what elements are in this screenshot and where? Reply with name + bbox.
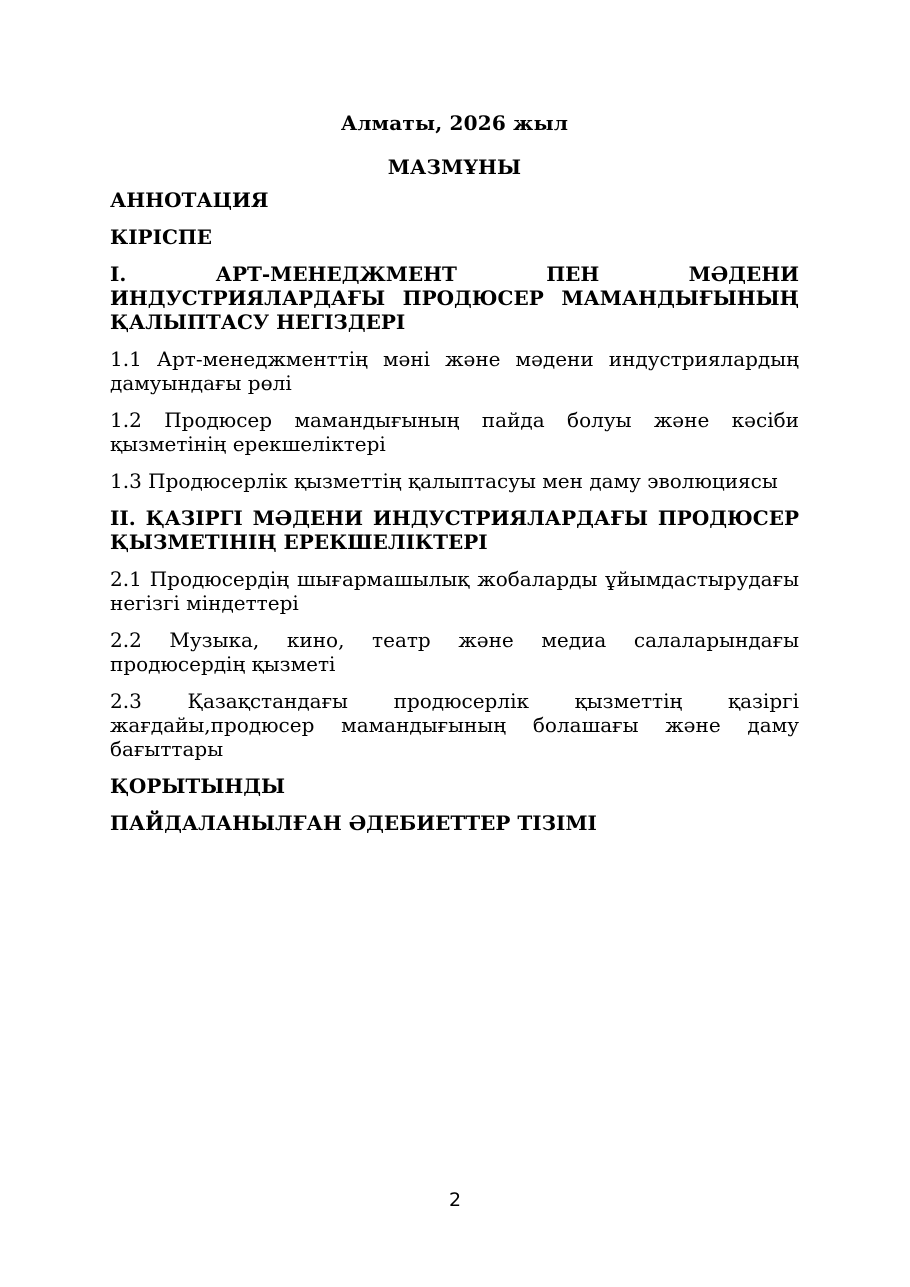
toc-entry-annotation: АННОТАЦИЯ	[110, 188, 269, 212]
toc-entry-section-2-1: 2.1 Продюсердің шығармашылық жобаларды ұйымдастырудағы негізгі міндеттері	[110, 567, 799, 615]
toc-entry-introduction: КІРІСПЕ	[110, 225, 212, 249]
toc-entry-section-2-3: 2.3 Қазақстандағы продюсерлік қызметтің қазіргі жағдайы,продюсер мамандығының болашағы және даму бағыттары	[110, 689, 799, 761]
toc-entry-chapter-2: II. ҚАЗІРГІ МӘДЕНИ ИНДУСТРИЯЛАРДАҒЫ ПРОДЮСЕР ҚЫЗМЕТІНІҢ ЕРЕКШЕЛІКТЕРІ	[110, 506, 799, 554]
toc-entry-section-1-3: 1.3 Продюсерлік қызметтің қалыптасуы мен даму эволюциясы	[110, 469, 778, 493]
toc-title: МАЗМҰНЫ	[387, 155, 522, 179]
page-content	[110, 108, 799, 848]
toc-entry-chapter-1: I. АРТ-МЕНЕДЖМЕНТ ПЕН МӘДЕНИ ИНДУСТРИЯЛАРДАҒЫ ПРОДЮСЕР МАМАНДЫҒЫНЫҢ ҚАЛЫПТАСУ НЕГІЗДЕРІ	[110, 262, 799, 334]
toc-entry-section-2-2: 2.2 Музыка, кино, театр және медиа салаларындағы продюсердің қызметі	[110, 628, 799, 676]
toc-entry-references: ПАЙДАЛАНЫЛҒАН ӘДЕБИЕТТЕР ТІЗІМІ	[110, 811, 597, 835]
toc-entry-section-1-1: 1.1 Арт-менеджменттің мәні және мәдени индустриялардың дамуындағы рөлі	[110, 347, 799, 395]
page-number: 2	[448, 1189, 462, 1211]
toc-entry-conclusion: ҚОРЫТЫНДЫ	[110, 774, 286, 798]
city-year-line: Алматы, 2026 жыл	[340, 111, 569, 135]
toc-entry-section-1-2: 1.2 Продюсер мамандығының пайда болуы және кәсіби қызметінің ерекшеліктері	[110, 408, 799, 456]
